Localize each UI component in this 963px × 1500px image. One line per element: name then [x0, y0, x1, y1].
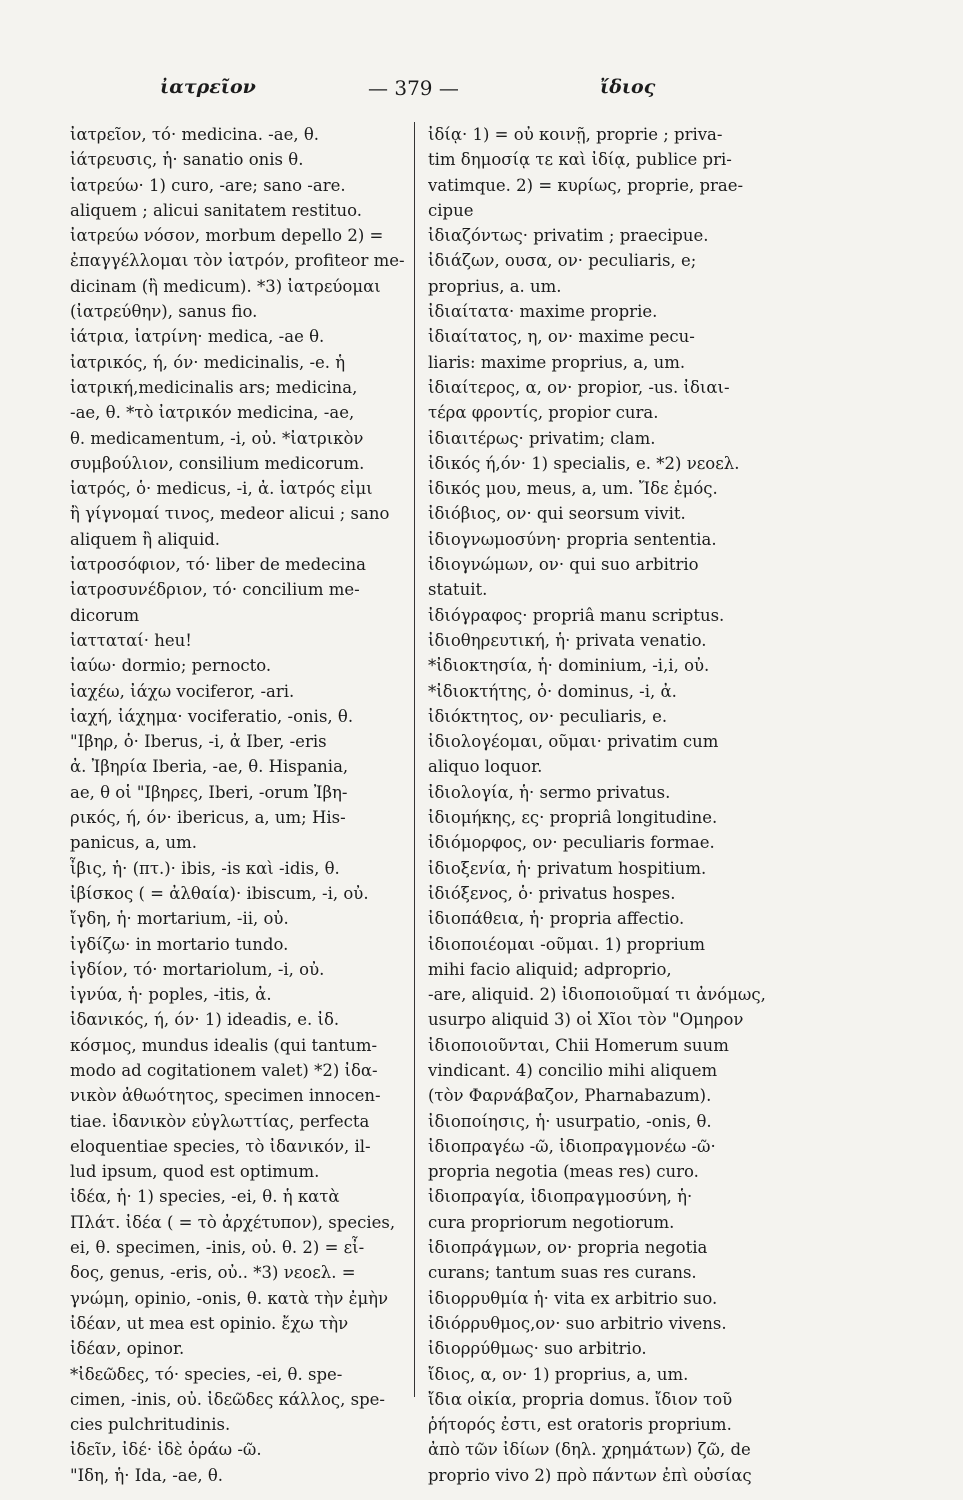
dictionary-line: ἰατταταί· heu! [70, 630, 192, 650]
dictionary-line: ἰδέαν, opinor. [70, 1339, 185, 1359]
dictionary-line: ἰατρεῖον, τό· medicina. -ae, θ. [70, 125, 320, 144]
dictionary-line: ἴδιος, α, ον· 1) proprius, a, um. [428, 1364, 689, 1384]
dictionary-line: *ἰδεῶδες, τό· species, -ei, θ. spe- [70, 1364, 343, 1384]
dictionary-line: ae, θ οἱ "Ιβηρες, Iberi, -orum Ἰβη- [70, 782, 348, 802]
dictionary-line: ἰατρικός, ή, όν· medicinalis, -e. ἡ [70, 352, 346, 372]
dictionary-line: ἰάτρια, ἰατρίνη· medica, -ae θ. [70, 327, 325, 347]
dictionary-line: ἰδανικός, ή, όν· 1) ideadis, e. ἰδ. [70, 1010, 340, 1030]
dictionary-line: aliquem ; alicui sanitatem restituo. [70, 200, 362, 220]
dictionary-line: ἰατρεύω νόσον, morbum depello 2) = [70, 226, 384, 246]
dictionary-line: ἰδιοπράγμων, ον· propria negotia [428, 1238, 708, 1258]
header-left-word: ἰατρεῖον [160, 76, 256, 98]
dictionary-line: ἰδιοθηρευτική, ἡ· privata venatio. [428, 630, 707, 650]
dictionary-line: ἰαχέω, ἰάχω vociferor, -ari. [70, 681, 295, 701]
dictionary-line: ἰδιόξενος, ὁ· privatus hospes. [428, 883, 676, 903]
dictionary-line: -are, aliquid. 2) ἰδιοποιοῦμαί τι ἀνόμως, [428, 985, 766, 1005]
dictionary-line: ἰδιορρυθμία ἡ· vita ex arbitrio suo. [428, 1288, 718, 1308]
dictionary-line: ἰδιαιτέρως· privatim; clam. [428, 428, 656, 448]
dictionary-line: ἰδιοποιοῦνται, Chii Homerum suum [428, 1035, 729, 1055]
dictionary-line: modo ad cogitationem valet) *2) ἰδα- [70, 1060, 378, 1080]
dictionary-line: θ. medicamentum, -i, οὐ. *ἰατρικὸν [70, 428, 364, 448]
dictionary-line: ἰδιαίτατα· maxime proprie. [428, 302, 658, 322]
dictionary-line: ἰδέαν, ut mea est opinio. ἔχω τὴν [70, 1313, 349, 1333]
dictionary-line: ἰδίᾳ· 1) = οὐ κοινῇ, proprie ; priva- [428, 125, 723, 144]
column-divider [414, 122, 415, 1397]
dictionary-line: ἰδιοποιέομαι -οῦμαι. 1) proprium [428, 934, 706, 954]
dictionary-line: curans; tantum suas res curans. [428, 1263, 697, 1283]
dictionary-line: "Ιδη, ἡ· Ida, -ae, θ. [70, 1465, 224, 1485]
dictionary-line: ἰδιοξενία, ἡ· privatum hospitium. [428, 858, 707, 878]
dictionary-line: panicus, a, um. [70, 833, 197, 853]
dictionary-line: ἰδιόμορφος, ον· peculiaris formae. [428, 833, 715, 853]
dictionary-line: ἰδιοπάθεια, ἡ· propria affectio. [428, 909, 685, 929]
dictionary-line: ἰβίσκος ( = ἀλθαία)· ibiscum, -i, οὐ. [70, 883, 369, 903]
dictionary-line: ἰαχή, ἰάχημα· vociferatio, -onis, θ. [70, 706, 354, 726]
dictionary-line: ἰαύω· dormio; pernocto. [70, 656, 272, 676]
dictionary-line: ρικός, ή, όν· ibericus, a, um; His- [70, 808, 346, 828]
dictionary-line: *ἰδιοκτησία, ἡ· dominium, -i,i, οὐ. [428, 656, 710, 676]
dictionary-line: -ae, θ. *τὸ ἰατρικόν medicina, -ae, [70, 403, 355, 423]
dictionary-line: ἰδιάζων, ουσα, ον· peculiaris, e; [428, 251, 697, 271]
dictionary-line: ῥήτορός ἐστι, est oratoris proprium. [428, 1415, 732, 1435]
dictionary-line: ἰγδίζω· in mortario tundo. [70, 934, 289, 954]
dictionary-line: (τὸν Φαρνάβαζον, Pharnabazum). [428, 1086, 712, 1106]
dictionary-line: cipue [428, 200, 474, 220]
dictionary-line: τέρα φροντίς, propior cura. [428, 403, 659, 423]
dictionary-line: cura propriorum negotiorum. [428, 1212, 675, 1232]
right-column [428, 122, 808, 1488]
dictionary-line: ἰδιαίτατος, η, ον· maxime pecu- [428, 327, 695, 347]
dictionary-line: νικὸν ἀθωότητος, specimen innocen- [70, 1086, 381, 1106]
dictionary-line: ἰάτρευσις, ἡ· sanatio onis θ. [70, 150, 304, 170]
dictionary-line: dicinam (ἢ medicum). *3) ἰατρεύομαι [70, 276, 381, 296]
dictionary-line: ἰδιόγραφος· propriâ manu scriptus. [428, 605, 725, 625]
dictionary-line: ἰδιαίτερος, α, ον· propior, -us. ἰδιαι- [428, 377, 730, 397]
dictionary-line: ἢ γίγνομαί τινος, medeor alicui ; sano [70, 504, 390, 524]
dictionary-line: ἰδέα, ἡ· 1) species, -ei, θ. ἡ κατὰ [70, 1187, 340, 1207]
dictionary-line: propria negotia (meas res) curo. [428, 1162, 699, 1182]
dictionary-line: ἀ. Ἰβηρία Iberia, -ae, θ. Hispania, [70, 757, 349, 777]
dictionary-line: mihi facio aliquid; adproprio, [428, 959, 672, 979]
dictionary-line: ἰδεῖν, ἰδέ· ἰδὲ ὁράω -ῶ. [70, 1440, 262, 1460]
dictionary-line: ἰδιόβιος, ον· qui seorsum vivit. [428, 504, 686, 524]
dictionary-line: vatimque. 2) = κυρίως, proprie, prae- [428, 175, 744, 195]
dictionary-line: ἐπαγγέλλομαι τὸν ἰατρόν, profiteor me- [70, 251, 405, 271]
dictionary-line: cies pulchritudinis. [70, 1415, 231, 1435]
dictionary-line: dicorum [70, 605, 140, 625]
dictionary-line: tim δημοσίᾳ τε καὶ ἰδίᾳ, publice pri- [428, 150, 732, 170]
dictionary-line: ἰδιογνώμων, ον· qui suo arbitrio [428, 555, 699, 575]
dictionary-line: συμβούλιον, consilium medicorum. [70, 453, 365, 473]
dictionary-line: Πλάτ. ἰδέα ( = τὸ ἀρχέτυπον), species, [70, 1212, 396, 1232]
dictionary-line: ἰδιογνωμοσύνη· propria sententia. [428, 529, 717, 549]
dictionary-line: ἰδικός μου, meus, a, um. Ἴδε ἐμός. [428, 479, 718, 499]
dictionary-line: ἀπὸ τῶν ἰδίων (δηλ. χρημάτων) ζῶ, de [428, 1440, 751, 1460]
dictionary-line: cimen, -inis, οὐ. ἰδεῶδες κάλλος, spe- [70, 1389, 385, 1409]
dictionary-line: *ἰδιοκτήτης, ὁ· dominus, -i, ἀ. [428, 681, 677, 701]
dictionary-line: statuit. [428, 580, 488, 600]
dictionary-line: ἰδιαζόντως· privatim ; praecipue. [428, 226, 709, 246]
dictionary-line: ἴδια οἰκία, propria domus. ἴδιον τοῦ [428, 1389, 733, 1409]
dictionary-line: ἰγνύα, ἡ· poples, -itis, ἀ. [70, 985, 272, 1005]
dictionary-line: ἰδιολογέομαι, οῦμαι· privatim cum [428, 732, 719, 752]
dictionary-line: ἰδιορρύθμως· suo arbitrio. [428, 1339, 647, 1359]
page-number: — 379 — [368, 76, 459, 100]
dictionary-line: ἰδιοπραγέω -ῶ, ἰδιοπραγμονέω -ῶ· [428, 1136, 716, 1156]
dictionary-line: vindicant. 4) concilio mihi aliquem [428, 1060, 718, 1080]
dictionary-line: proprius, a. um. [428, 276, 562, 296]
dictionary-line: ἰδιοποίησις, ἡ· usurpatio, -onis, θ. [428, 1111, 712, 1131]
dictionary-line: ἰδικός ή,όν· 1) specialis, e. *2) νεοελ. [428, 453, 740, 473]
dictionary-line: ἰδιομήκης, ες· propriâ longitudine. [428, 808, 718, 828]
dictionary-line: (ἰατρεύθην), sanus fio. [70, 302, 258, 322]
dictionary-line: proprio vivo 2) πρὸ πάντων ἐπὶ οὐσίας [428, 1465, 752, 1485]
dictionary-line: ἰδιολογία, ἡ· sermo privatus. [428, 782, 671, 802]
header-right-word: ἴδιος [600, 76, 656, 98]
dictionary-line: ἰατρική,medicinalis ars; medicina, [70, 377, 358, 397]
dictionary-line: δος, genus, -eris, οὐ.. *3) νεοελ. = [70, 1263, 356, 1283]
dictionary-line: aliquo loquor. [428, 757, 543, 777]
dictionary-line: ἰδιόρρυθμος,ον· suo arbitrio vivens. [428, 1313, 727, 1333]
dictionary-line: κόσμος, mundus idealis (qui tantum- [70, 1035, 378, 1055]
dictionary-line: liaris: maxime proprius, a, um. [428, 352, 686, 372]
dictionary-line: ἰατροσόφιον, τό· liber de medecina [70, 555, 366, 575]
dictionary-line: ἰγδίον, τό· mortariolum, -i, οὐ. [70, 959, 325, 979]
dictionary-line: ἰδιοπραγία, ἰδιοπραγμοσύνη, ἡ· [428, 1187, 693, 1207]
dictionary-line: ἰδιόκτητος, ον· peculiaris, e. [428, 706, 668, 726]
left-column [70, 122, 420, 1488]
dictionary-line: aliquem ἢ aliquid. [70, 529, 221, 549]
dictionary-line: tiae. ἰδανικὸν εὐγλωττίας, perfecta [70, 1111, 370, 1131]
dictionary-line: ei, θ. specimen, -inis, οὐ. θ. 2) = εἶ- [70, 1238, 365, 1258]
dictionary-line: lud ipsum, quod est optimum. [70, 1162, 320, 1182]
dictionary-line: ἰατρός, ὁ· medicus, -i, ἀ. ἰατρός εἰμι [70, 479, 373, 499]
dictionary-line: γνώμη, opinio, -onis, θ. κατὰ τὴν ἐμὴν [70, 1288, 389, 1308]
dictionary-line: usurpo aliquid 3) οἱ Χῖοι τὸν "Ομηρον [428, 1010, 744, 1030]
dictionary-line: ἶβις, ἡ· (πτ.)· ibis, -is καὶ -idis, θ. [70, 858, 340, 878]
dictionary-line: ἰατρεύω· 1) curo, -are; sano -are. [70, 175, 346, 195]
dictionary-line: ἰατροσυνέδριον, τό· concilium me- [70, 580, 360, 600]
dictionary-line: ἴγδη, ἡ· mortarium, -ii, οὐ. [70, 909, 289, 929]
page-header [0, 76, 963, 106]
dictionary-line: eloquentiae species, τὸ ἰδανικόν, il- [70, 1136, 371, 1156]
dictionary-line: "Ιβηρ, ὁ· Iberus, -i, ἀ Iber, -eris [70, 732, 327, 752]
